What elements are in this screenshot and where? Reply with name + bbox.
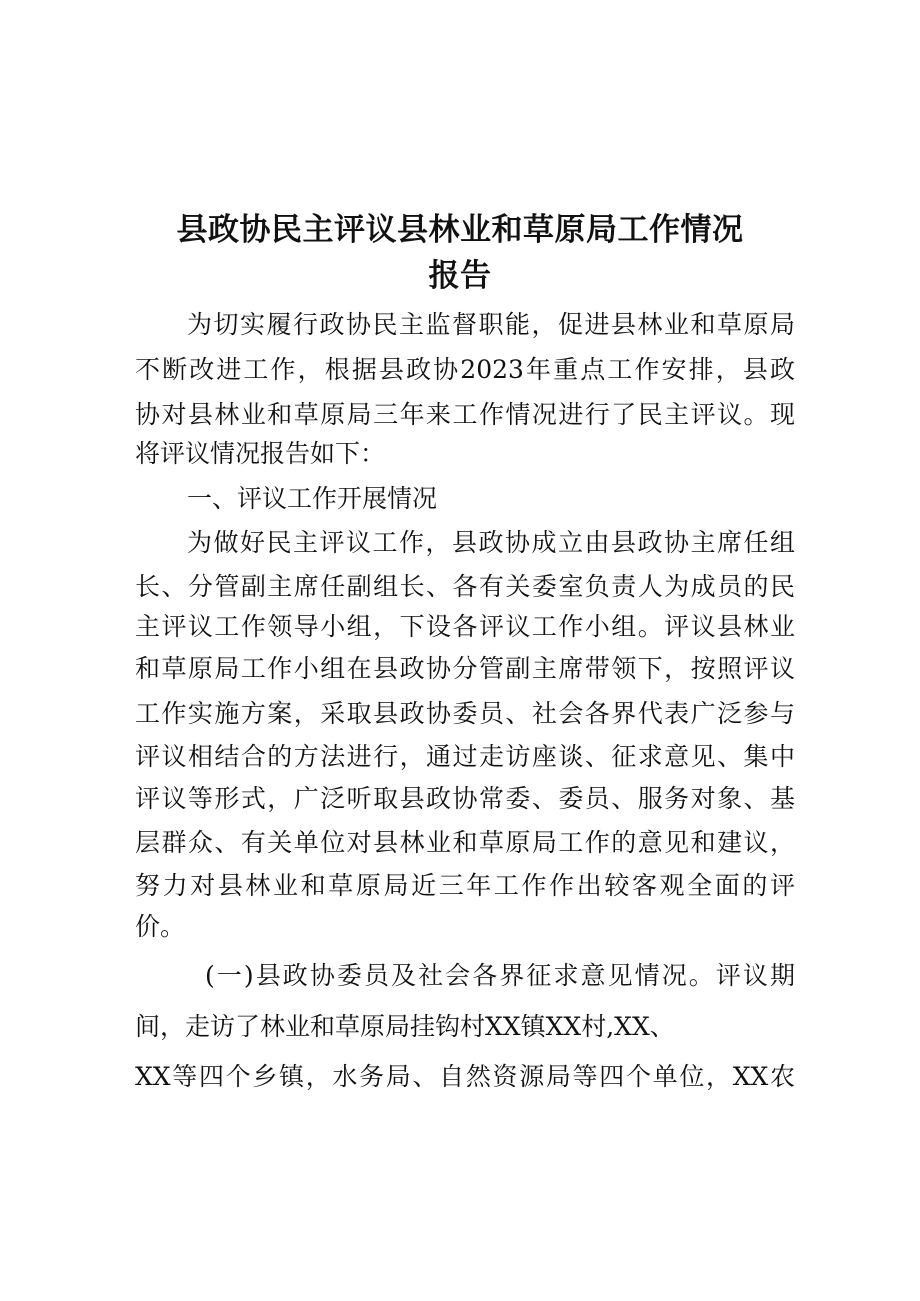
section-1-paragraph-line: 层群众、有关单位对县林业和草原局工作的意见和建议， xyxy=(135,828,795,857)
intro-paragraph-line: 为切实履行政协民主监督职能，促进县林业和草原局 xyxy=(187,310,795,339)
section-1-heading: 一、评议工作开展情况 xyxy=(187,484,438,513)
subsection-1-paragraph-line: 间，走访了林业和草原局挂钩村XX镇XX村,XX、 xyxy=(135,1012,675,1041)
intro-paragraph-line: 不断改进工作，根据县政协2023年重点工作安排，县政 xyxy=(135,355,795,384)
section-1-paragraph-line: 和草原局工作小组在县政协分管副主席带领下，按照评议 xyxy=(135,654,795,683)
subsection-1-paragraph-line: XX等四个乡镇，水务局、自然资源局等四个单位，XX农 xyxy=(135,1062,795,1091)
section-1-paragraph-line: 为做好民主评议工作，县政协成立由县政协主席任组 xyxy=(187,528,795,557)
section-1-paragraph-line: 评议等形式，广泛听取县政协常委、委员、服务对象、基 xyxy=(135,784,795,813)
subsection-1-paragraph-line: (一)县政协委员及社会各界征求意见情况。评议期 xyxy=(205,961,795,990)
section-1-paragraph-line: 工作实施方案，采取县政协委员、社会各界代表广泛参与 xyxy=(135,699,795,728)
section-1-paragraph-line: 评议相结合的方法进行，通过走访座谈、征求意见、集中 xyxy=(135,742,795,771)
intro-paragraph-line: 协对县林业和草原局三年来工作情况进行了民主评议。现 xyxy=(135,400,795,429)
section-1-paragraph-line: 主评议工作领导小组，下设各评议工作小组。评议县林业 xyxy=(135,612,795,641)
document-title-line-2: 报告 xyxy=(428,258,492,294)
section-1-paragraph-line: 长、分管副主席任副组长、各有关委室负责人为成员的民 xyxy=(135,572,795,601)
section-1-paragraph-line: 努力对县林业和草原局近三年工作作出较客观全面的评 xyxy=(135,871,795,900)
intro-paragraph-line: 将评议情况报告如下： xyxy=(135,439,386,468)
document-title-line-1: 县政协民主评议县林业和草原局工作情况 xyxy=(176,212,744,248)
section-1-paragraph-line: 价。 xyxy=(135,912,186,941)
